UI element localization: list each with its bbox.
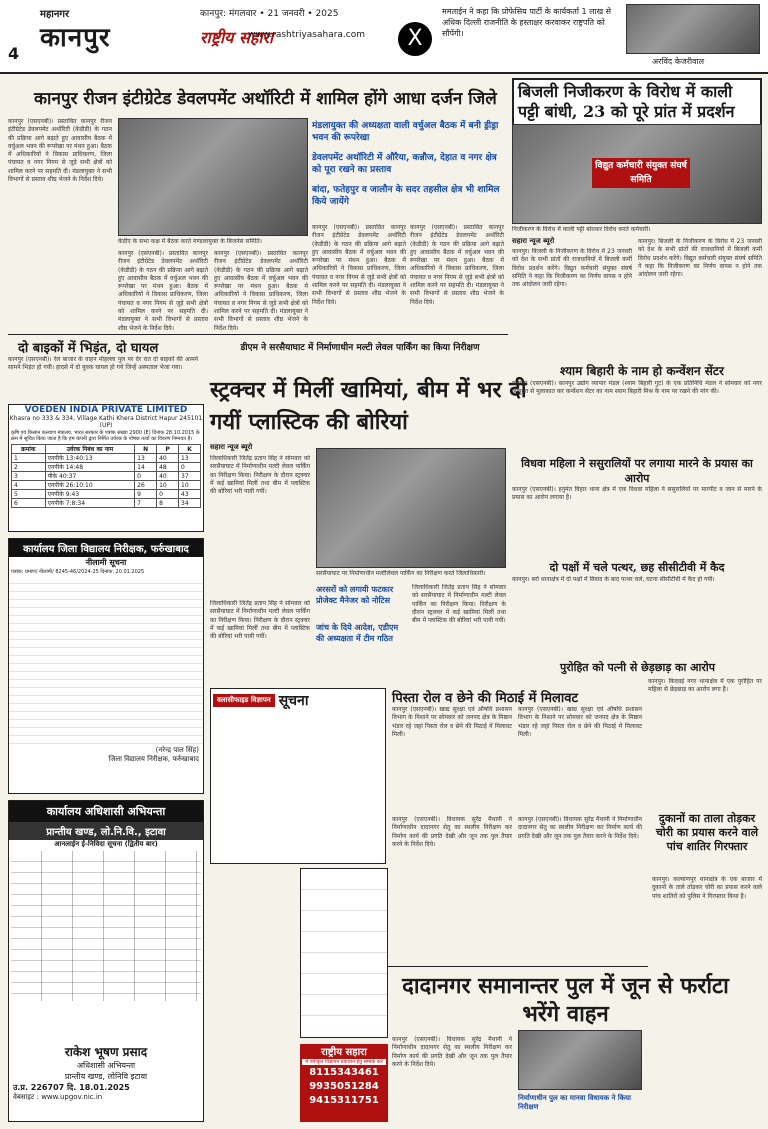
story11-body: कानपुर। कल्याणपुर थानाक्षेत्र के एक बाजार में दुकानों के ताले तोड़कर चोरी का प्रयास करने वाले पांच शातिरों को पुलिस ने गिरफ्तार किया है। <box>652 876 762 900</box>
story5-body: कानपुर (एसएनबी)। खाद्य सुरक्षा एवं औषधि प्रशासन विभाग के निशाने पर सोमवार को जनपद क्षेत्र के मिष्ठान भंडार रहे जहां पिस्ता रोल व छेने की मिठाई में मिलावट मिली। <box>392 706 512 738</box>
story10-headline[interactable]: दादानगर समानान्तर पुल में जून से फर्राटा भरेंगे वाहन <box>402 973 729 1027</box>
cell: 43 <box>179 490 201 499</box>
voeden-title: VOEDEN INDIA PRIVATE LIMITED <box>24 405 188 415</box>
pwd-website: वेबसाइट : www.upgov.nic.in <box>13 1093 103 1101</box>
story2-headline[interactable]: बिजली निजीकरण के विरोध में काली पट्टी बांधी, 23 को पूरे प्रांत में प्रदर्शन <box>512 78 762 126</box>
story1-photo <box>118 118 308 236</box>
classified-body <box>211 712 385 852</box>
school-notice-ad <box>8 538 204 794</box>
rs-title: राष्ट्रीय सहारा <box>321 1047 367 1058</box>
cell: पीके 40:37 <box>45 472 135 481</box>
school-designation: जिला विद्यालय निरीक्षक, फर्रुखाबाद <box>108 755 199 763</box>
school-signature: (नरेन्द्र पाल सिंह) <box>155 746 199 754</box>
voeden-address: Khasra no 333 & 334, Village Kathi Khera District Hapur 245101 (UP) <box>9 415 203 429</box>
cell: एनपीके 7:8:34 <box>45 499 135 508</box>
cell: 14 <box>135 463 157 472</box>
classified-brand: वलासीफाइड विज्ञापन <box>213 694 275 707</box>
voeden-col-header: P <box>157 445 179 454</box>
cell: 3 <box>12 472 46 481</box>
story3-body: कानपुर (एसएनबी)। रेल बाजार के वाहन मोहल्ला पुल पर देर रात दो बाइकों की आमने सामने भिड़ंत हो गयी। हादसे में दो युवक घायल हो गये जिन्हें अस्पताल भेजा गया। <box>8 356 198 372</box>
table-row <box>12 454 201 463</box>
website-link[interactable]: www.rashtriyasahara.com <box>248 30 366 40</box>
small-ads-body <box>301 869 387 1035</box>
rs-phone[interactable]: 9415311751 <box>309 1095 379 1106</box>
pwd-code: उ.प्र. 226707 दि. 18.01.2025 <box>13 1083 130 1092</box>
story1-bullets <box>312 120 502 208</box>
cell: 10 <box>179 481 201 490</box>
cell: एनपीके 9:43 <box>45 490 135 499</box>
story1-bullet: मंडलायुक्त की अध्यक्षता वाली वर्चुअल बैठक में बनी ड्रीड्रा भवन की रूपरेखा <box>312 121 499 143</box>
top-story-quote: ममताईन ने कहा कि प्रोफेसिय पार्टी के कार्यकर्ता 1 लाख से अधिक दिल्ली राजनीति के हस्ताक्षर करवाकर राष्ट्रपति को सौंपेंगी। <box>442 7 612 38</box>
rs-phone[interactable]: 8115343461 <box>309 1067 379 1078</box>
cell: 1 <box>12 454 46 463</box>
cell: 48 <box>157 463 179 472</box>
story2-byline: सहारा न्यूज ब्यूरो <box>512 237 555 245</box>
table-row <box>12 472 201 481</box>
divider <box>8 334 508 335</box>
story3-headline[interactable]: दो बाइकों में भिड़ंत, दो घायल <box>18 341 159 356</box>
rs-phone[interactable]: 9935051284 <box>309 1081 379 1092</box>
story7-body: कानपुर (एसएनबी)। हनुमंत विहार थाना क्षेत्र में एक विधवा महिला ने ससुरालियों पर मारपीट व जान से मारने के प्रयास का आरोप लगाया है। <box>512 486 762 502</box>
pwd-tender-title: आनलाईन ई-निविदा सूचना (द्वितीय बार) <box>54 840 158 848</box>
school-sub: नीलामी सूचना <box>85 558 127 567</box>
school-body <box>9 576 203 746</box>
cell: एनपीके 14:48 <box>45 463 135 472</box>
rs-sub: में वर्गीकृत विज्ञापन प्रकाशन हेतु सम्पर्क करें <box>302 1059 386 1065</box>
school-header: कार्यालय जिला विद्यालय निरीक्षक, फर्रुखाबाद <box>9 539 203 557</box>
cell: 0 <box>157 490 179 499</box>
table-row <box>12 499 201 508</box>
story4-byline: सहारा न्यूज ब्यूरो <box>210 443 253 451</box>
story10-body-col0: कानपुर (एसएनबी)। विधायक सुरेंद्र मैथानी ने निर्माणाधीन दादानगर सेतु का स्थलीय निरीक्षण कर निर्माण कार्य की प्रगति देखी और जून तक पुल तैयार करने के निर्देश दिये। <box>392 816 512 848</box>
pwd-terms <box>9 1003 203 1043</box>
edition-small: महानगर <box>40 9 70 20</box>
story4-body-col3: जिलाधिकारी जितेंद्र प्रताप सिंह ने सोमवार को सरसैयाघाट में निर्माणाधीन मल्टी लेवल पार्किंग का निरीक्षण किया। निरीक्षण के दौरान स्ट्रक्चर में कई खामियां मिलीं तथा बीम में प्लास्टिक की बोरियां भरी पायी गयीं। <box>412 584 506 625</box>
voeden-col-header: K <box>179 445 201 454</box>
cell: एनपीके 26:10:10 <box>45 481 135 490</box>
story1-body-col2: कानपुर (एसएनबी)। प्रस्तावित कानपुर रीजन इंटीग्रेटेड डेवलपमेंट अथॉरिटी (केडीडी) के गठन की प्रक्रिया आगे बढ़ाते हुए आवासीय बैठक में वर्चुअल भवन की रूपरेखा पर मंथन हुआ। बैठक में अधिकारियों ने विकास प्राधिकरण, जिला पंचायत व नगर निगम से जुड़े सभी क्षेत्रों को शामिल करने पर सहमति दी। मंडलायुक्त ने सभी विभागों से प्रस्ताव शीघ्र भेजने के निर्देश दिये। <box>118 250 208 332</box>
pwd-signer-title: अधिशासी अभियन्ता <box>76 1061 136 1070</box>
pwd-tender-ad <box>8 800 204 1122</box>
cell: 2 <box>12 463 46 472</box>
voeden-col-header: उर्वरक निबंध का नाम <box>45 445 135 454</box>
story6-headline[interactable]: श्याम बिहारी के नाम हो कन्वेंशन सेंटर <box>560 364 724 378</box>
story1-bullet: बांदा, फतेहपुर व जालौन के सदर तहसील क्षेत्र भी शामिल किये जायेंगे <box>312 185 500 207</box>
voeden-note: कृषि एवं किसान कल्याण मंत्रालय, भारत सरकार के पत्रांक संख्या 2900 (E) दिनांक 28.10.2015 के क्रम में सूचित किया जाता है कि हम कंपनी द्वारा निर्मित उर्वरक के पोषक तत्वों का विवरण निम्नवत है। <box>11 430 200 442</box>
story5-headline[interactable]: पिस्ता रोल व छेने की मिठाई में मिलावट <box>392 691 578 706</box>
story7-headline[interactable]: विधवा महिला ने ससुरालियों पर लगाया मारने के प्रयास का आरोप <box>521 457 753 485</box>
story10-photo <box>518 1030 642 1090</box>
story4-headline[interactable]: स्ट्रक्चर में मिलीं खामियां, बीम में भर दी गयीं प्लास्टिक की बोरियां <box>210 377 527 435</box>
story1-caption: केडीए के सभा कक्ष में बैठक करते मण्डलायुक्त के बिजनेस समिति। <box>118 238 262 245</box>
x-logo-icon: X <box>398 22 432 56</box>
story11-headline[interactable]: दुकानों का ताला तोड़कर चोरी का प्रयास करने वाले पांच शातिर गिरफ्तार <box>655 812 759 853</box>
story1-body-col3: कानपुर (एसएनबी)। प्रस्तावित कानपुर रीजन इंटीग्रेटेड डेवलपमेंट अथॉरिटी (केडीडी) के गठन की प्रक्रिया आगे बढ़ाते हुए आवासीय बैठक में वर्चुअल भवन की रूपरेखा पर मंथन हुआ। बैठक में अधिकारियों ने विकास प्राधिकरण, जिला पंचायत व नगर निगम से जुड़े सभी क्षेत्रों को शामिल करने पर सहमति दी। मंडलायुक्त ने सभी विभागों से प्रस्ताव शीघ्र भेजने के निर्देश दिये। <box>214 250 308 332</box>
cell: 40 <box>157 454 179 463</box>
story2-caption: निजीकरण के विरोध में काली पट्टी बांधकर विरोध करते कर्मचारी। <box>512 226 651 233</box>
cell: 0 <box>179 463 201 472</box>
cell: 7 <box>135 499 157 508</box>
rs-contact-box <box>300 1044 388 1122</box>
table-row <box>12 481 201 490</box>
story5-body-col2: कानपुर (एसएनबी)। खाद्य सुरक्षा एवं औषधि प्रशासन विभाग के निशाने पर सोमवार को जनपद क्षेत्र के मिष्ठान भंडार रहे जहां पिस्ता रोल व छेने की मिठाई में मिलावट मिली। <box>518 706 642 738</box>
cell: 6 <box>12 499 46 508</box>
story2-body-col2: कानपुर। बिजली के निजीकरण के विरोध में 23 जनवरी को देश के सभी प्रांतों की राजधानियों में बिजली कर्मी विरोध प्रदर्शन करेंगे। विद्युत कर्मचारी संयुक्त संघर्ष समिति ने कहा कि निजीकरण का निर्णय वापस न होने तक आंदोलन जारी रहेगा। <box>638 238 762 279</box>
voeden-col-header: N <box>135 445 157 454</box>
cell: 13 <box>135 454 157 463</box>
cell: 26 <box>135 481 157 490</box>
story9-body: कानपुर। किदवई नगर थानाक्षेत्र में एक पुरोहित पर महिला से छेड़छाड़ का आरोप लगा है। <box>648 678 762 694</box>
top-story-photo <box>626 4 760 54</box>
cell: 8 <box>157 499 179 508</box>
divider <box>388 966 648 967</box>
voeden-ad <box>8 404 204 532</box>
story6-body: कानपुर (एसएनबी)। कानपुर उद्योग व्यापार मंडल (श्याम बिहारी गुट) के एक प्रतिनिधि मंडल ने सोमवार को नगर आयुक्त से मुलाकात कर कन्वेंशन सेंटर का नाम श्याम बिहारी मिश्र के नाम पर रखने की मांग की। <box>512 380 762 396</box>
story1-body: कानपुर (एसएनबी)। प्रस्तावित कानपुर रीजन इंटीग्रेटेड डेवलपमेंट अथॉरिटी (केडीडी) के गठन की प्रक्रिया आगे बढ़ाते हुए आवासीय बैठक में वर्चुअल भवन की रूपरेखा पर मंथन हुआ। बैठक में अधिकारियों ने विकास प्राधिकरण, जिला पंचायत व नगर निगम से जुड़े सभी क्षेत्रों को शामिल करने पर सहमति दी। मंडलायुक्त ने सभी विभागों से प्रस्ताव शीघ्र भेजने के निर्देश दिये। <box>8 118 112 184</box>
cell: 0 <box>135 472 157 481</box>
story8-headline[interactable]: दो पक्षों में चले पत्थर, छह सीसीटीवी में कैद <box>549 561 725 574</box>
classified-notice <box>210 688 386 864</box>
classified-title: सूचना <box>278 693 309 709</box>
table-row <box>12 490 201 499</box>
classified-small-ads <box>300 868 388 1038</box>
cell: 10 <box>157 481 179 490</box>
story9-headline[interactable]: पुरोहित को पत्नी से छेड़छाड़ का आरोप <box>560 661 716 674</box>
story4-photo <box>316 448 506 568</box>
pwd-sub: प्रान्तीय खण्ड, लो.नि.वि., इटावा <box>9 822 203 840</box>
story4-kicker: डीएम ने सरसैयाघाट में निर्माणाधीन मल्टी लेवल पार्किंग का किया निरीक्षण <box>240 343 480 353</box>
story2-banner: विद्युत कर्मचारी संयुक्त संघर्ष समिति <box>592 158 690 188</box>
table-row <box>12 463 201 472</box>
voeden-col-header: क्रमांक <box>12 445 46 454</box>
story10-body: कानपुर (एसएनबी)। विधायक सुरेंद्र मैथानी ने निर्माणाधीन दादानगर सेतु का स्थलीय निरीक्षण कर निर्माण कार्य की प्रगति देखी और जून तक पुल तैयार करने के निर्देश दिये। <box>392 1036 512 1068</box>
dateline: कानपुर: मंगलवार • 21 जनवरी • 2025 <box>200 9 339 19</box>
edition-title: कानपुर <box>40 23 111 53</box>
cell: 40 <box>157 472 179 481</box>
top-story-credit: अरविंद केजरीवाल <box>652 57 705 66</box>
story1-headline[interactable]: कानपुर रीजन इंटीग्रेटेड डेवलपमेंट अथॉरिटी में शामिल होंगे आधा दर्जन जिले <box>34 89 497 109</box>
cell: 5 <box>12 490 46 499</box>
pwd-signer: राकेश भूषण प्रसाद <box>64 1045 148 1059</box>
story1-body-col4: कानपुर (एसएनबी)। प्रस्तावित कानपुर रीजन इंटीग्रेटेड डेवलपमेंट अथॉरिटी (केडीडी) के गठन की प्रक्रिया आगे बढ़ाते हुए आवासीय बैठक में वर्चुअल भवन की रूपरेखा पर मंथन हुआ। बैठक में अधिकारियों ने विकास प्राधिकरण, जिला पंचायत व नगर निगम से जुड़े सभी क्षेत्रों को शामिल करने पर सहमति दी। मंडलायुक्त ने सभी विभागों से प्रस्ताव शीघ्र भेजने के निर्देश दिये। <box>312 224 406 306</box>
cell: 13 <box>179 454 201 463</box>
story4-caption: सरसैयाघाट पर निर्माणाधीन मल्टीलेवल पार्किंग का निरीक्षण करते जिलाधिकारी। <box>316 570 486 577</box>
story2-body: कानपुर। बिजली के निजीकरण के विरोध में 23 जनवरी को देश के सभी प्रांतों की राजधानियों में बिजली कर्मी विरोध प्रदर्शन करेंगे। विद्युत कर्मचारी संयुक्त संघर्ष समिति ने कहा कि निजीकरण का निर्णय वापस न होने तक आंदोलन जारी रहेगा। <box>512 248 632 289</box>
classified-header-row <box>211 689 385 712</box>
cell: एनपीके 13:40:13 <box>45 454 135 463</box>
cell: 4 <box>12 481 46 490</box>
story1-bullet: डेवलपमेंट अथॉरिटी में औरैया, कन्नौज, देहात व नगर क्षेत्र को पूरा रखने का प्रस्ताव <box>312 153 497 175</box>
story4-body-col2: जिलाधिकारी जितेंद्र प्रताप सिंह ने सोमवार को सरसैयाघाट में निर्माणाधीन मल्टी लेवल पार्किंग का निरीक्षण किया। निरीक्षण के दौरान स्ट्रक्चर में कई खामियां मिलीं तथा बीम में प्लास्टिक की बोरियां भरी पायी गयीं। <box>210 600 310 641</box>
story10-body-col00: कानपुर (एसएनबी)। विधायक सुरेंद्र मैथानी ने निर्माणाधीन दादानगर सेतु का स्थलीय निरीक्षण कर निर्माण कार्य की प्रगति देखी और जून तक पुल तैयार करने के निर्देश दिये। <box>518 816 642 840</box>
pwd-signer-office: प्रान्तीय खण्ड, लोनिवि इटावा <box>64 1072 148 1081</box>
page-number: 4 <box>8 44 20 63</box>
cell: 9 <box>135 490 157 499</box>
pwd-header: कार्यालय अधिशासी अभियन्ता <box>9 801 203 822</box>
newspaper-logo: राष्ट्रीय सहारा <box>200 28 274 47</box>
story4-pullquote-2: जांच के दिये आदेश, एडीएम की अध्यक्षता में टीम गठित <box>316 623 399 643</box>
pwd-tender-table <box>11 851 201 1001</box>
story10-pullquote: निर्माणाधीन पुल का मानवा विधायक ने किया निरीक्षण <box>518 1094 631 1111</box>
story8-body: कानपुर। बर्रा थानाक्षेत्र में दो पक्षों में विवाद के बाद पत्थर चले, घटना सीसीटीवी में कैद हो गयी। <box>512 576 715 583</box>
cell: 34 <box>179 499 201 508</box>
school-ref: पत्रांक: प्रमाण/ नीलामी/ 8245-46/2024-25 दिनांक: 20.01.2025 <box>11 569 145 575</box>
classified-text <box>210 868 296 1038</box>
story4-body: जिलाधिकारी जितेंद्र प्रताप सिंह ने सोमवार को सरसैयाघाट में निर्माणाधीन मल्टी लेवल पार्किंग का निरीक्षण किया। निरीक्षण के दौरान स्ट्रक्चर में कई खामियां मिलीं तथा बीम में प्लास्टिक की बोरियां भरी पायी गयीं। <box>210 455 310 496</box>
story4-pullquote-1: अरसरों को लगायी फटकार प्रोजेक्ट मैनेजर को नोटिस <box>316 585 394 605</box>
voeden-table <box>11 444 201 508</box>
story1-body-col5: कानपुर (एसएनबी)। प्रस्तावित कानपुर रीजन इंटीग्रेटेड डेवलपमेंट अथॉरिटी (केडीडी) के गठन की प्रक्रिया आगे बढ़ाते हुए आवासीय बैठक में वर्चुअल भवन की रूपरेखा पर मंथन हुआ। बैठक में अधिकारियों ने विकास प्राधिकरण, जिला पंचायत व नगर निगम से जुड़े सभी क्षेत्रों को शामिल करने पर सहमति दी। मंडलायुक्त ने सभी विभागों से प्रस्ताव शीघ्र भेजने के निर्देश दिये। <box>410 224 504 306</box>
cell: 37 <box>179 472 201 481</box>
